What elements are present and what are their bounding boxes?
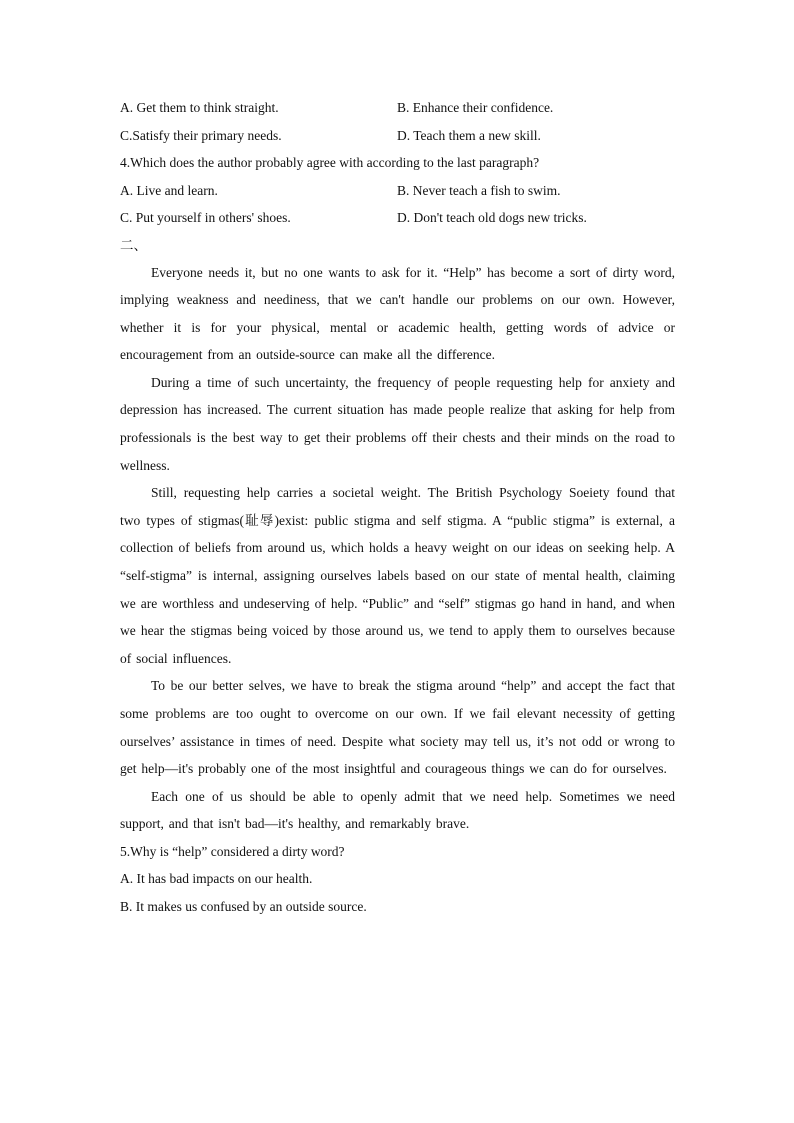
passage-paragraph-1: Everyone needs it, but no one wants to ask for it. “Help” has become a sort of dirty word, implying weakness and neediness, that we can't handle our problems on our own. However, whether it is for your physical, mental or academic health, getting words of advice or encouragement from an outside-source can make all the difference. (120, 264, 675, 363)
document-page (120, 94, 675, 920)
q5-option-b: B. It makes us confused by an outside source. (120, 898, 367, 914)
passage-paragraph-5: Each one of us should be able to openly admit that we need help. Sometimes we need support, and that isn't bad—it's healthy, and remarkably brave. (120, 788, 675, 832)
q5-option-a: A. It has bad impacts on our health. (120, 871, 313, 887)
q3-option-c: C.Satisfy their primary needs. (120, 127, 282, 143)
q3-option-d: D. Teach them a new skill. (397, 127, 541, 143)
q4-option-c: C. Put yourself in others' shoes. (120, 210, 291, 225)
q4-option-b: B. Never teach a fish to swim. (397, 182, 561, 198)
passage-paragraph-3: Still, requesting help carries a societal weight. The British Psychology Soeiety found that two types of stigmas(耻辱)exist: public stigma and self stigma. A “public stigma” is external, a collection of beliefs from around us, which holds a heavy weight on our ideas on seeking help. A “self-stigma” is internal, assigning ourselves labels based on our state of mental health, claiming we are worthless and undeserving of help. “Public” and “self” stigmas go hand in hand, and when we hear the stigmas being voiced by those around us, we tend to apply them to ourselves because of social influences. (120, 485, 675, 666)
q4-option-a: A. Live and learn. (120, 182, 218, 198)
q5-stem: 5.Why is “help” considered a dirty word? (120, 843, 345, 859)
q3-option-b: B. Enhance their confidence. (397, 100, 554, 115)
q4-stem: 4.Which does the author probably agree with according to the last paragraph? (120, 155, 540, 170)
q4-options-row-1 (120, 177, 675, 205)
passage-paragraph-2: During a time of such uncertainty, the frequency of people requesting help for anxiety and depression has increased. The current situation has made people realize that asking for help from professionals is the best way to get their problems off their chests and their minds on the road to wellness. (120, 374, 675, 473)
passage-paragraph-4: To be our better selves, we have to break the stigma around “help” and accept the fact that some problems are too ought to overcome on our own. If we fail elevant necessity of getting ourselves’ assistance in times of need. Despite what society may tell us, it’s not odd or wrong to get help—it's probably one of the most insightful and courageous things we can do for ourselves. (120, 678, 675, 777)
q3-options-row-2 (120, 122, 675, 150)
q4-options-row-2 (120, 204, 675, 232)
section-marker: 二、 (120, 237, 147, 253)
q3-option-a: A. Get them to think straight. (120, 100, 279, 115)
q3-options-row-1 (120, 94, 675, 122)
q4-option-d: D. Don't teach old dogs new tricks. (397, 210, 587, 225)
